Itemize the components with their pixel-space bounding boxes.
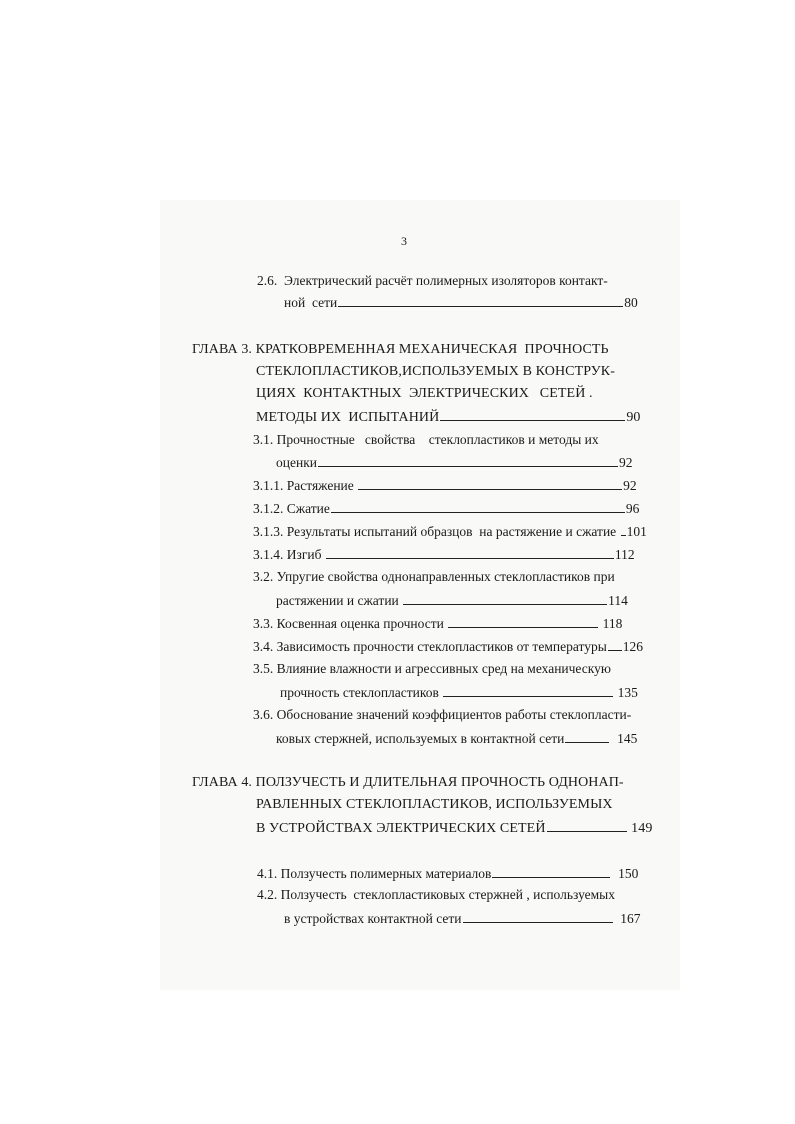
toc-entry-3-6-line2: ковых стержней, используемых в контактной сети 145: [276, 731, 638, 746]
toc-entry-3-1-3: 3.1.3. Результаты испытаний образцов на растяжение и сжатие 101: [253, 524, 647, 539]
toc-page: 145: [617, 731, 638, 746]
toc-page: 96: [625, 501, 640, 516]
toc-page: 101: [626, 524, 647, 539]
toc-page: 118: [602, 616, 623, 631]
toc-entry-3-1-line2: оценки 92: [276, 455, 633, 470]
toc-entry-3-5-line2: прочность стеклопластиков 135: [280, 685, 638, 700]
toc-entry-3-2-line2: растяжении и сжатии 114: [276, 593, 628, 608]
toc-entry-4-2-line2: в устройствах контактной сети 167: [284, 911, 641, 926]
toc-entry-2-6-line2: ной сети 80: [284, 295, 638, 310]
toc-entry-3-6-line1: 3.6. Обоснование значений коэффициентов работы стеклопласти-: [253, 707, 632, 722]
toc-entry-3-1-1: 3.1.1. Растяжение 92: [253, 478, 637, 493]
toc-page: 92: [618, 455, 633, 470]
toc-entry-3-1-2: 3.1.2. Сжатие 96: [253, 501, 640, 516]
toc-page: 149: [631, 821, 653, 836]
chapter-4-title-line1: ГЛАВА 4. ПОЛЗУЧЕСТЬ И ДЛИТЕЛЬНАЯ ПРОЧНОСТЬ ОДНОНАП-: [192, 775, 624, 790]
toc-entry-3-4: 3.4. Зависимость прочности стеклопластиков от температуры 126: [253, 639, 644, 654]
toc-page: 80: [624, 295, 638, 310]
toc-page: 114: [608, 593, 628, 608]
chapter-4-title-line3: В УСТРОЙСТВАХ ЭЛЕКТРИЧЕСКИХ СЕТЕЙ 149: [256, 818, 652, 838]
toc-entry-3-1-line1: 3.1. Прочностные свойства стеклопластиков и методы их: [253, 432, 599, 447]
chapter-4-title-line2: РАВЛЕННЫХ СТЕКЛОПЛАСТИКОВ, ИСПОЛЬЗУЕМЫХ: [256, 797, 613, 812]
toc-page: 112: [614, 547, 635, 562]
chapter-3-title-line4: МЕТОДЫ ИХ ИСПЫТАНИЙ 90: [256, 407, 641, 427]
toc-entry-4-2-line1: 4.2. Ползучесть стеклопластиковых стержней , используемых: [257, 887, 616, 902]
toc-page: 126: [622, 639, 644, 654]
chapter-3-title-line1: ГЛАВА 3. КРАТКОВРЕМЕННАЯ МЕХАНИЧЕСКАЯ ПРОЧНОСТЬ: [192, 342, 609, 357]
toc-entry-3-3: 3.3. Косвенная оценка прочности 118: [253, 616, 623, 631]
toc-entry-3-1-4: 3.1.4. Изгиб 112: [253, 547, 635, 562]
toc-page: 150: [618, 866, 639, 881]
chapter-3-title-line2: СТЕКЛОПЛАСТИКОВ,ИСПОЛЬЗУЕМЫХ В КОНСТРУК-: [256, 364, 615, 379]
chapter-3-title-line3: ЦИЯХ КОНТАКТНЫХ ЭЛЕКТРИЧЕСКИХ СЕТЕЙ .: [256, 386, 593, 401]
toc-entry-3-5-line1: 3.5. Влияние влажности и агрессивных сред на механическую: [253, 661, 611, 676]
toc-entry-3-2-line1: 3.2. Упругие свойства однонаправленных стеклопластиков при: [253, 569, 615, 584]
page-number: 3: [401, 234, 407, 248]
toc-page: 92: [623, 478, 637, 493]
toc-page: 90: [626, 410, 641, 425]
toc-entry-2-6-line1: 2.6. Электрический расчёт полимерных изоляторов контакт-: [257, 273, 608, 288]
toc-page: 167: [620, 911, 641, 926]
toc-page: 135: [617, 685, 638, 700]
toc-entry-4-1: 4.1. Ползучесть полимерных материалов 150: [257, 866, 639, 881]
